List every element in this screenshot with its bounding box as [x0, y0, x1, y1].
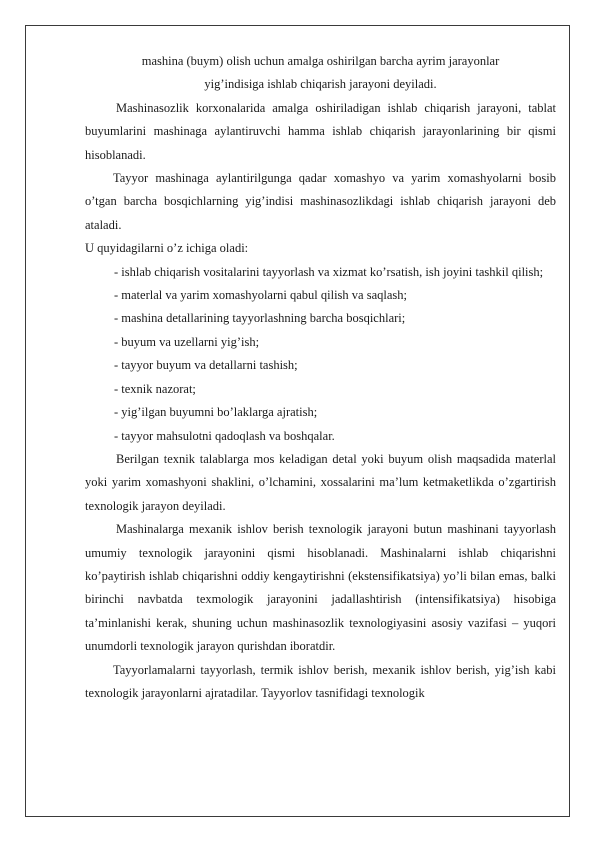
list-item: - yig’ilgan buyumni bo’laklarga ajratish;: [114, 405, 318, 420]
paragraph-6: Tayyorlamalarni tayyorlash, termik ishlov berish, mexanik ishlov berish, yig’ish kabi texnologik jarayonlarni ajratadilar. Tayyorlov tasnifidagi texnologik: [85, 662, 556, 700]
heading-line-1: mashina (buym) olish uchun amalga oshirilgan barcha ayrim jarayonlar: [141, 54, 500, 68]
paragraph-4: Berilgan texnik talablarga mos keladigan detal yoki buyum olish maqsadida materlal yoki yarim xomashyoni shaklini, o’lchamini, xossalarini ma’lum ketmaketlikda o’zgartirish texnologik jarayon deyiladi.: [85, 451, 556, 513]
list-item: - texnik nazorat;: [114, 381, 196, 396]
paragraph-2: Tayyor mashinaga aylantirilgunga qadar xomashyo va yarim xomashyolarni bosib o’tgan barcha bosqichlarning yig’indisi mashinasozlikdagi ishlab chiqarish jarayoni deb ataladi.: [85, 171, 556, 232]
paragraph-3: U quyidagilarni o’z ichiga oladi:: [85, 241, 249, 256]
document-body: [85, 50, 556, 705]
list-item: - buyum va uzellarni yig’ish;: [114, 334, 260, 349]
heading-line-2: yig’indisiga ishlab chiqarish jarayoni deyiladi.: [204, 77, 437, 92]
list-item: - materlal va yarim xomashyolarni qabul qilish va saqlash;: [114, 288, 407, 303]
paragraph-1: Mashinasozlik korxonalarida amalga oshiriladigan ishlab chiqarish jarayoni, tablat buyumlarini mashinaga aylantiruvchi hamma ishlab chiqarish jarayonlarining bir qismi hisoblanadi.: [85, 100, 556, 162]
list-item: - mashina detallarining tayyorlashning barcha bosqichlari;: [114, 311, 406, 326]
list-item: - tayyor mahsulotni qadoqlash va boshqalar.: [114, 428, 335, 443]
list-item: - tayyor buyum va detallarni tashish;: [114, 358, 298, 373]
paragraph-5: Mashinalarga mexanik ishlov berish texnologik jarayoni butun mashinani tayyorlash umumiy texnologik jarayonini qismi hisoblanadi. Mashinalarni ishlab chiqarishni ko’paytirish ishlab chiqarishni oddiy kengaytirishni (ekstensifikatsiya) yo’li bilan emas, balki birinchi navbatda texmologik jarayonini jadallashtirish (intensifikatsiya) hisobiga ta’minlanishi kerak, shuning uchun mashinasozlik texnologiyasini asosiy vazifasi – yuqori unumdorli texnologik jarayon qurishdan iboratdir.: [85, 522, 556, 654]
list-item: - ishlab chiqarish vositalarini tayyorlash va xizmat ko’rsatish, ish joyini tashkil qilish;: [114, 264, 544, 279]
